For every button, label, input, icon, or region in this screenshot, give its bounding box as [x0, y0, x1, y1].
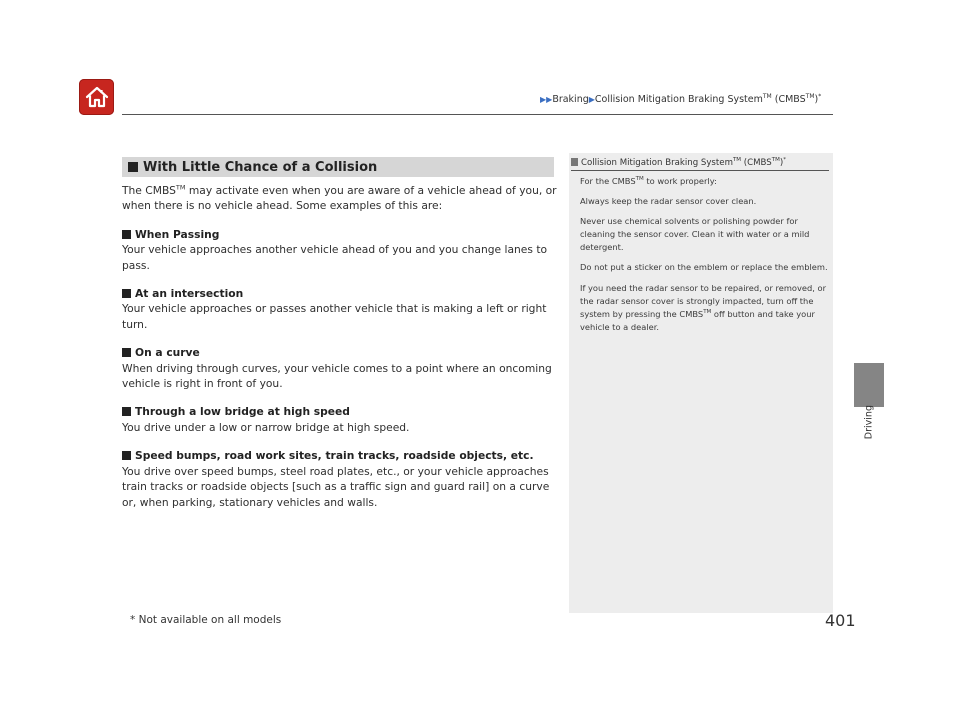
note-paragraph: Never use chemical solvents or polishing powder for cleaning the sensor cover. Clean it with water or a mild detergent.	[580, 216, 810, 253]
square-bullet-icon	[122, 289, 131, 298]
example-heading: At an intersection	[122, 286, 560, 301]
square-bullet-icon	[128, 162, 138, 172]
note-marker-icon	[571, 158, 578, 166]
breadcrumb-cmbs-link[interactable]: Collision Mitigation Braking System™ (CMBS™)*	[594, 93, 822, 106]
example-text: Your vehicle approaches or passes another vehicle that is making a left or right turn.	[122, 302, 547, 331]
note-paragraph: Always keep the radar sensor cover clean.	[580, 196, 757, 207]
example-heading: When Passing	[122, 227, 560, 242]
example-text: You drive under a low or narrow bridge at high speed.	[122, 420, 410, 434]
note-body	[580, 175, 830, 341]
header-divider	[122, 114, 833, 115]
arrow-icon: ▶	[588, 95, 595, 105]
example-text: When driving through curves, your vehicle comes to a point where an oncoming vehicle is right in front of you.	[122, 361, 552, 391]
home-icon	[84, 85, 110, 109]
chapter-tab[interactable]	[854, 363, 884, 407]
note-paragraph: Do not put a sticker on the emblem or replace the emblem.	[580, 262, 828, 273]
square-bullet-icon	[122, 451, 131, 460]
note-paragraph: If you need the radar sensor to be repaired, or removed, or the radar sensor cover is strongly impacted, turn off the system by pressing the CMBS™ off button and take your vehicle to a dealer.	[580, 282, 827, 332]
example-text: Your vehicle approaches another vehicle ahead of you and you change lanes to pass.	[122, 243, 548, 272]
example-text: You drive over speed bumps, steel road plates, etc., or your vehicle approaches train tracks or roadside objects [such as a traffic sign and guard rail] on a curve or, when parking, stationary vehicles and walls.	[122, 464, 550, 509]
section-title: With Little Chance of a Collision	[143, 159, 378, 175]
note-title[interactable]: Collision Mitigation Braking System™ (CMBS™)*	[571, 157, 829, 171]
arrow-icon: ▶▶	[540, 95, 553, 105]
intro-paragraph: The CMBS™ may activate even when you are aware of a vehicle ahead of you, or when there is no vehicle ahead. Some examples of this are:	[122, 183, 557, 213]
breadcrumb	[540, 93, 821, 105]
example-heading: Through a low bridge at high speed	[122, 404, 560, 419]
square-bullet-icon	[122, 230, 131, 239]
main-content	[122, 183, 560, 510]
footnote: * Not available on all models	[130, 614, 282, 626]
page-number: 401	[825, 611, 856, 630]
breadcrumb-braking-link[interactable]: Braking	[552, 94, 589, 106]
note-paragraph: For the CMBS™ to work properly:	[580, 176, 717, 186]
home-button[interactable]	[79, 79, 114, 115]
square-bullet-icon	[122, 348, 131, 357]
chapter-label: Driving	[863, 405, 875, 440]
example-heading: On a curve	[122, 345, 560, 360]
square-bullet-icon	[122, 407, 131, 416]
example-heading: Speed bumps, road work sites, train tracks, roadside objects, etc.	[122, 448, 560, 463]
section-header	[122, 157, 554, 177]
